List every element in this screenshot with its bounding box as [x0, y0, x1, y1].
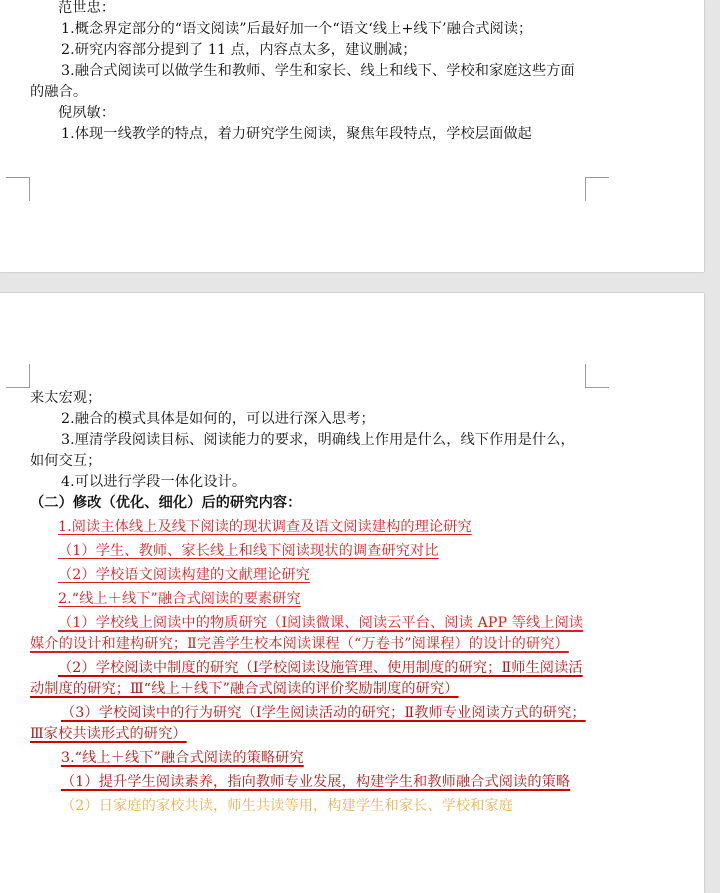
page-1-body — [30, 0, 586, 145]
research-item-2-3 — [30, 703, 586, 745]
section-heading: （二）修改（优化、细化）后的研究内容： — [30, 495, 302, 511]
tracked-change: 2.“线上＋线下”融合式阅读的要素研究 — [58, 591, 301, 607]
tracked-change: （2）学校阅读中制度的研究（Ⅰ学校阅读设施管理、使用制度的研究；Ⅱ师生阅读活动制度的研究；Ⅲ“线上＋线下”融合式阅读的评价奖励制度的研究） — [30, 660, 583, 697]
tracked-change: 1.阅读主体线上及线下阅读的现状调查及语文阅读建构的理论研究 — [58, 519, 472, 535]
research-item-2-1 — [30, 613, 586, 655]
crop-mark-bottom-left — [6, 177, 30, 201]
tracked-change: （1）提升学生阅读素养，指向教师专业发展，构建学生和教师融合式阅读的策略 — [61, 774, 571, 790]
research-item-1-1 — [30, 541, 586, 562]
tracked-change: （2）学校语文阅读构建的文献理论研究 — [58, 567, 311, 583]
tracked-change: （1）学校线上阅读中的物质研究（Ⅰ阅读微课、阅读云平台、阅读 APP 等线上阅读媒介的设计和建构研究；Ⅱ完善学生校本阅读课程（“万卷书”阅课程）的设计的研究） — [30, 615, 584, 652]
paragraph: 1.概念界定部分的“语文阅读”后最好加一个“语文‘线上+线下’融合式阅读； — [61, 21, 533, 37]
crop-mark-top-right — [585, 364, 609, 388]
research-item-1-2 — [30, 565, 586, 586]
paragraph: 4.可以进行学段一体化设计。 — [61, 474, 247, 490]
research-item-3-2: （2）日家庭的家校共读，师生共读等用，构建学生和家长、学校和家庭 — [61, 798, 514, 814]
document-page-1 — [0, 0, 704, 272]
page-2-body — [30, 388, 586, 817]
tracked-change: 3.“线上＋线下”融合式阅读的策略研究 — [61, 750, 304, 766]
research-item-3-1 — [30, 772, 586, 793]
research-item-2-2 — [30, 658, 586, 700]
paragraph: 3.厘清学段阅读目标、阅读能力的要求，明确线上作用是什么，线下作用是什么，如何交互； — [30, 432, 575, 469]
research-item-1 — [30, 517, 586, 538]
paragraph: 2.研究内容部分提到了 11 点，内容点太多，建议删减； — [61, 42, 417, 58]
paragraph: 1.体现一线教学的特点，着力研究学生阅读，聚焦年段特点，学校层面做起 — [61, 126, 532, 142]
research-item-3 — [30, 748, 586, 769]
paragraph: 3.融合式阅读可以做学生和教师、学生和家长、线上和线下、学校和家庭这些方面的融合。 — [30, 63, 575, 100]
tracked-change: （3）学校阅读中的行为研究（Ⅰ学生阅读活动的研究；Ⅱ教师专业阅读方式的研究；Ⅲ家校共读形式的研究） — [30, 705, 586, 742]
research-item-2 — [30, 589, 586, 610]
crop-mark-bottom-right — [585, 177, 609, 201]
reviewer-name-fan: 范世忠： — [58, 0, 116, 16]
tracked-change: （1）学生、教师、家长线上和线下阅读现状的调查研究对比 — [58, 543, 439, 559]
paragraph: 2.融合的模式具体是如何的，可以进行深入思考； — [61, 411, 375, 427]
reviewer-name-ni: 倪夙敏： — [58, 105, 116, 121]
document-page-2 — [0, 293, 704, 893]
crop-mark-top-left — [6, 364, 30, 388]
paragraph: 来太宏观； — [30, 390, 102, 406]
